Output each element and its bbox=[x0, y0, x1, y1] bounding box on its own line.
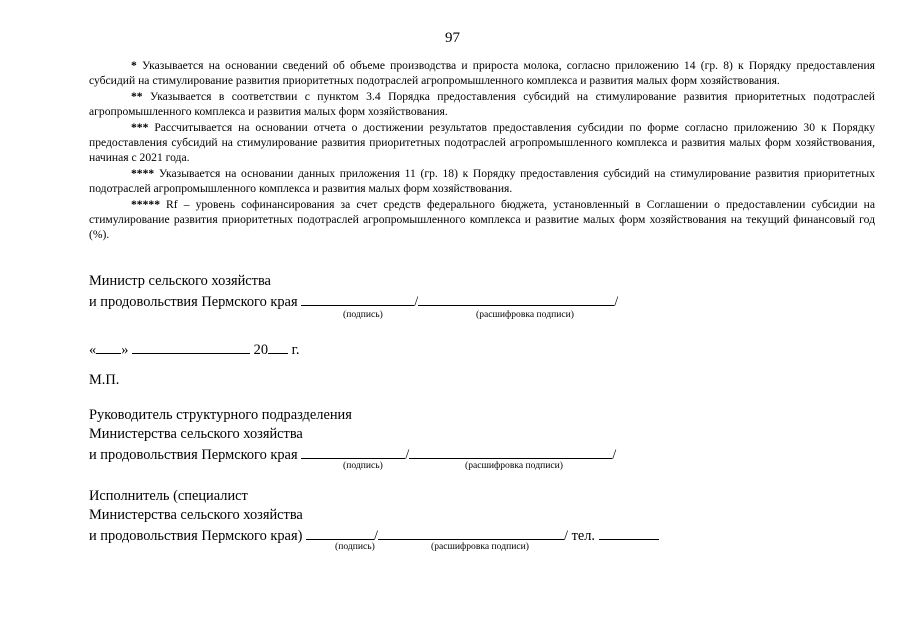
date-open-quote: « bbox=[89, 342, 97, 358]
head-signature-field[interactable] bbox=[301, 444, 405, 459]
executor-title-line-2: Министерства сельского хозяйства bbox=[89, 507, 303, 523]
executor-title-line-1: Исполнитель (специалист bbox=[89, 488, 248, 504]
head-signature-block bbox=[89, 406, 616, 463]
footnote-text: Rf – уровень софинансирования за счет средств федерального бюджета, установленный в Соглашении о предоставлении субсидии на стимулирование развития приоритетных подотраслей агропромышленного комплекса и развитие малых форм хозяйствования на текущий финансовый год (%). bbox=[89, 197, 875, 242]
footnote-marker: * bbox=[131, 59, 137, 72]
month-field[interactable] bbox=[132, 339, 250, 354]
footnote-1 bbox=[89, 58, 875, 89]
year-field[interactable] bbox=[268, 339, 288, 354]
stamp-label bbox=[89, 371, 119, 390]
minister-signature-field[interactable] bbox=[301, 291, 414, 306]
year-prefix: 20 bbox=[253, 342, 269, 358]
head-decoding-caption: (расшифровка подписи) bbox=[465, 460, 563, 471]
executor-decoding-caption: (расшифровка подписи) bbox=[431, 541, 529, 552]
phone-field[interactable] bbox=[599, 525, 659, 540]
minister-signature-block bbox=[89, 272, 618, 310]
year-suffix: г. bbox=[291, 342, 300, 358]
executor-signature-field[interactable] bbox=[306, 525, 374, 540]
date-line bbox=[89, 339, 300, 358]
separator-slash: / bbox=[563, 528, 568, 544]
footnote-marker: ***** bbox=[131, 197, 160, 211]
date-close-quote: » bbox=[121, 342, 129, 358]
head-title-line-3: и продовольствия Пермского края bbox=[89, 447, 298, 463]
minister-signature-line bbox=[89, 291, 618, 310]
executor-signature-block bbox=[89, 487, 659, 544]
minister-title-line-2: и продовольствия Пермского края bbox=[89, 294, 298, 310]
stamp-text: М.П. bbox=[89, 372, 120, 388]
executor-title-line-3: и продовольствия Пермского края) bbox=[89, 528, 303, 544]
minister-decoding-field[interactable] bbox=[418, 291, 614, 306]
footnote-3 bbox=[89, 120, 875, 166]
minister-decoding-caption: (расшифровка подписи) bbox=[476, 309, 574, 320]
footnote-marker: ** bbox=[131, 89, 143, 103]
footnote-5 bbox=[89, 197, 875, 243]
footnote-text: Указывается на основании сведений об объеме производства и прироста молока, согласно приложению 14 (гр. 8) к Порядку предоставления субсидий на стимулирование развития приоритетных подотраслей агропромышленного комплекса и развития малых форм хозяйствования. bbox=[89, 59, 875, 88]
footnote-2 bbox=[89, 89, 875, 120]
separator-slash: / bbox=[612, 447, 617, 463]
footnote-marker: *** bbox=[131, 120, 149, 134]
head-title-line-2: Министерства сельского хозяйства bbox=[89, 426, 303, 442]
footnote-4 bbox=[89, 166, 875, 197]
head-decoding-field[interactable] bbox=[409, 444, 612, 459]
separator-slash: / bbox=[405, 447, 410, 463]
page-number: 97 bbox=[445, 30, 460, 46]
footnote-text: Указывается на основании данных приложения 11 (гр. 18) к Порядку предоставления субсидий на стимулирование развития приоритетных подотраслей агропромышленного комплекса и развития малых форм хозяйствования. bbox=[89, 166, 875, 196]
day-field[interactable] bbox=[96, 339, 121, 354]
separator-slash: / bbox=[373, 528, 378, 544]
footnote-text: Указывается в соответствии с пунктом 3.4 Порядка предоставления субсидий на стимулирование развития приоритетных подотраслей агропромышленного комплекса и развития малых форм хозяйствования. bbox=[89, 89, 875, 119]
footnote-marker: **** bbox=[131, 166, 155, 180]
executor-signature-caption: (подпись) bbox=[335, 541, 375, 552]
phone-label: тел. bbox=[571, 528, 596, 544]
head-signature-caption: (подпись) bbox=[343, 460, 383, 471]
minister-signature-caption: (подпись) bbox=[343, 309, 383, 320]
separator-slash: / bbox=[614, 294, 619, 310]
minister-title-line-1: Министр сельского хозяйства bbox=[89, 273, 271, 289]
head-title-line-1: Руководитель структурного подразделения bbox=[89, 407, 352, 423]
footnotes bbox=[89, 58, 875, 243]
executor-decoding-field[interactable] bbox=[378, 525, 564, 540]
separator-slash: / bbox=[414, 294, 419, 310]
footnote-text: Рассчитывается на основании отчета о достижении результатов предоставления субсидии по форме согласно приложению 30 к Порядку предоставления субсидий на стимулирование развития приоритетных подотраслей агропромышленного комплекса и развития малых форм хозяйствования, начиная с 2021 года. bbox=[89, 120, 875, 165]
